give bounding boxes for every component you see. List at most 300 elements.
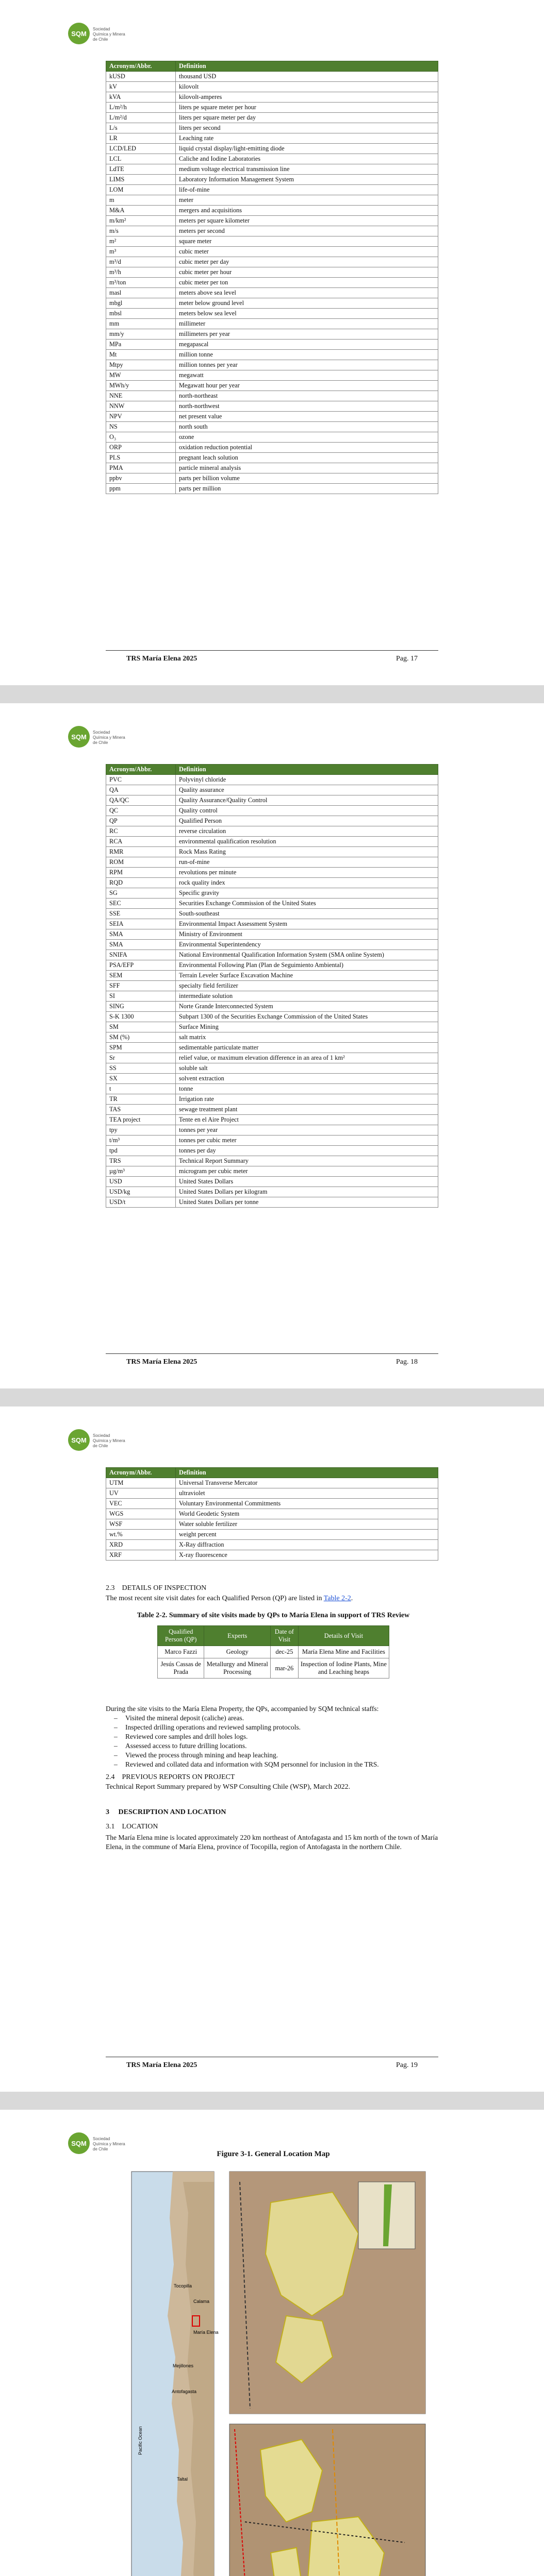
definition-cell: Qualified Person xyxy=(176,816,438,826)
col-header-acronym: Acronym/Abbr. xyxy=(106,1468,176,1478)
acronym-cell: SMA xyxy=(106,929,176,940)
table-row xyxy=(106,154,438,164)
table-row xyxy=(106,1509,438,1519)
acronym-cell: Mt xyxy=(106,350,176,360)
acronym-cell: NNE xyxy=(106,391,176,401)
table-row xyxy=(106,1166,438,1177)
qp-col-header: Qualified Person (QP) xyxy=(158,1626,204,1646)
acronym-cell: PSA/EFP xyxy=(106,960,176,971)
table-row xyxy=(106,1488,438,1499)
list-item: – Assessed access to future drilling locations. xyxy=(125,1741,441,1751)
page-footer xyxy=(106,2057,438,2069)
definition-cell: cubic meter per ton xyxy=(176,278,438,288)
table-row xyxy=(106,1136,438,1146)
qp-col-header: Date of Visit xyxy=(270,1626,298,1646)
definition-cell: Irrigation rate xyxy=(176,1094,438,1105)
sqm-logo xyxy=(67,725,144,749)
table-row xyxy=(106,463,438,473)
acronym-cell: NNW xyxy=(106,401,176,412)
qp-cell: Marco Fazzi xyxy=(158,1646,204,1658)
definition-cell: revolutions per minute xyxy=(176,868,438,878)
list-item: – Viewed the process through mining and heap leaching. xyxy=(125,1751,441,1760)
acronym-cell: ppbv xyxy=(106,473,176,484)
acronym-cell: S-K 1300 xyxy=(106,1012,176,1022)
table-row xyxy=(106,1032,438,1043)
table-row xyxy=(106,391,438,401)
table-row xyxy=(106,806,438,816)
table-row xyxy=(106,360,438,370)
section-2-3-text-b: . xyxy=(351,1595,353,1602)
definition-cell: million tonnes per year xyxy=(176,360,438,370)
section-3-1-heading: 3.1 LOCATION xyxy=(106,1823,158,1831)
acronym-cell: m/km² xyxy=(106,216,176,226)
acronym-cell: SFF xyxy=(106,981,176,991)
acronym-cell: LIMS xyxy=(106,175,176,185)
definition-cell: Leaching rate xyxy=(176,133,438,144)
definition-cell: north-northwest xyxy=(176,401,438,412)
table-row xyxy=(106,960,438,971)
visit-intro: During the site visits to the María Elena Property, the QPs, accompanied by SQM technical staffs: xyxy=(106,1705,379,1713)
definition-cell: meters above sea level xyxy=(176,288,438,298)
table-row xyxy=(106,1146,438,1156)
table-row xyxy=(106,1540,438,1550)
table-row xyxy=(106,278,438,288)
table-row xyxy=(106,185,438,195)
definition-cell: Subpart 1300 of the Securities Exchange Commission of the United States xyxy=(176,1012,438,1022)
acronym-cell: m xyxy=(106,195,176,206)
acronym-cell: LCD/LED xyxy=(106,144,176,154)
definition-cell: Ministry of Environment xyxy=(176,929,438,940)
definition-cell: Caliche and Iodine Laboratories xyxy=(176,154,438,164)
definition-cell: oxidation reduction potential xyxy=(176,443,438,453)
col-header-definition: Definition xyxy=(176,1468,438,1478)
table-row xyxy=(106,847,438,857)
table-row xyxy=(106,381,438,391)
definition-cell: meter xyxy=(176,195,438,206)
acronym-cell: µg/m³ xyxy=(106,1166,176,1177)
definition-cell: cubic meter per hour xyxy=(176,267,438,278)
acronym-cell: ppm xyxy=(106,484,176,494)
table-2-2-caption: Table 2-2. Summary of site visits made by QPs to María Elena in support of TRS Review xyxy=(137,1612,410,1619)
table-row xyxy=(106,1043,438,1053)
acronym-cell: WSF xyxy=(106,1519,176,1530)
acronym-cell: PLS xyxy=(106,453,176,463)
list-item: – Visited the mineral deposit (caliche) areas. xyxy=(125,1714,441,1723)
table-row xyxy=(106,1094,438,1105)
table-row xyxy=(106,888,438,899)
definition-cell: National Environmental Qualification Information System (SMA online System) xyxy=(176,950,438,960)
acronym-cell: L/s xyxy=(106,123,176,133)
acronym-cell: SMA xyxy=(106,940,176,950)
acronym-cell: VEC xyxy=(106,1499,176,1509)
definition-cell: liters pe square meter per hour xyxy=(176,103,438,113)
acronym-cell: MW xyxy=(106,370,176,381)
acronym-cell: PMA xyxy=(106,463,176,473)
table-row xyxy=(106,473,438,484)
definition-cell: reverse circulation xyxy=(176,826,438,837)
acronym-table xyxy=(106,61,438,494)
section-2-3-text-a: The most recent site visit dates for each Qualified Person (QP) are listed in xyxy=(106,1595,324,1602)
definition-cell: Norte Grande Interconnected System xyxy=(176,1002,438,1012)
definition-cell: Water soluble fertilizer xyxy=(176,1519,438,1530)
definition-cell: liters per second xyxy=(176,123,438,133)
table-row xyxy=(106,1550,438,1561)
col-header-acronym: Acronym/Abbr. xyxy=(106,765,176,775)
definition-cell: X-ray fluorescence xyxy=(176,1550,438,1561)
acronym-cell: SPM xyxy=(106,1043,176,1053)
table-row xyxy=(106,857,438,868)
table-row xyxy=(106,226,438,236)
table-row xyxy=(106,1499,438,1509)
acronym-cell: t/m³ xyxy=(106,1136,176,1146)
table-row xyxy=(106,92,438,103)
table-row xyxy=(106,422,438,432)
acronym-cell: m³ xyxy=(106,247,176,257)
acronym-cell: QA/QC xyxy=(106,795,176,806)
definition-cell: Technical Report Summary xyxy=(176,1156,438,1166)
definition-cell: specialty field fertilizer xyxy=(176,981,438,991)
table-row xyxy=(106,1187,438,1197)
section-2-3-heading: 2.3 DETAILS OF INSPECTION xyxy=(106,1584,207,1592)
acronym-cell: m³/d xyxy=(106,257,176,267)
acronym-cell: SNIFA xyxy=(106,950,176,960)
acronym-cell: RMR xyxy=(106,847,176,857)
acronym-cell: kV xyxy=(106,82,176,92)
table-row xyxy=(106,1002,438,1012)
definition-cell: meter below ground level xyxy=(176,298,438,309)
qp-visits-table xyxy=(157,1625,389,1679)
footer-title: TRS María Elena 2025 xyxy=(126,655,197,663)
definition-cell: meters per second xyxy=(176,226,438,236)
acronym-cell: t xyxy=(106,1084,176,1094)
acronym-cell: PVC xyxy=(106,775,176,785)
table-row xyxy=(106,247,438,257)
acronym-cell: wt.% xyxy=(106,1530,176,1540)
definition-cell: liters per square meter per day xyxy=(176,113,438,123)
acronym-table xyxy=(106,764,438,1208)
svg-text:Sociedad: Sociedad xyxy=(93,730,110,735)
table-row xyxy=(106,195,438,206)
map-label-antofagasta: Antofagasta xyxy=(172,2389,197,2394)
acronym-cell: UV xyxy=(106,1488,176,1499)
table-row xyxy=(106,878,438,888)
qp-cell: Inspection of Iodine Plants, Mine and Leaching heaps xyxy=(298,1658,389,1679)
acronym-cell: m/s xyxy=(106,226,176,236)
definition-cell: ultraviolet xyxy=(176,1488,438,1499)
footer-page-number: Pag. 17 xyxy=(396,655,418,663)
page-20 xyxy=(0,2110,544,2576)
acronym-cell: NS xyxy=(106,422,176,432)
table-row xyxy=(106,329,438,340)
table-row xyxy=(106,401,438,412)
svg-text:Química y Minera: Química y Minera xyxy=(93,1438,125,1443)
definition-cell: United States Dollars per tonne xyxy=(176,1197,438,1208)
definition-cell: tonnes per day xyxy=(176,1146,438,1156)
table-2-2-link[interactable]: Table 2-2 xyxy=(323,1595,351,1602)
map-label-calama: Calama xyxy=(193,2299,210,2304)
table-row xyxy=(106,432,438,443)
list-item: – Inspected drilling operations and reviewed sampling protocols. xyxy=(125,1723,441,1732)
map-label-mejillones: Mejillones xyxy=(173,2363,194,2368)
acronym-cell: SEM xyxy=(106,971,176,981)
map-label-pacific-ocean: Pacific Ocean xyxy=(138,2426,143,2455)
table-row xyxy=(106,370,438,381)
table-row xyxy=(158,1646,389,1658)
definition-cell: rock quality index xyxy=(176,878,438,888)
table-row xyxy=(106,950,438,960)
acronym-cell: SEIA xyxy=(106,919,176,929)
table-row xyxy=(106,453,438,463)
definition-cell: Securities Exchange Commission of the United States xyxy=(176,899,438,909)
table-row xyxy=(106,103,438,113)
table-row xyxy=(106,144,438,154)
acronym-cell: USD/kg xyxy=(106,1187,176,1197)
definition-cell: sedimentable particulate matter xyxy=(176,1043,438,1053)
table-row xyxy=(106,288,438,298)
svg-text:de Chile: de Chile xyxy=(93,37,108,42)
acronym-cell: SSE xyxy=(106,909,176,919)
acronym-cell: NPV xyxy=(106,412,176,422)
definition-cell: life-of-mine xyxy=(176,185,438,195)
table-row xyxy=(106,72,438,82)
acronym-cell: XRD xyxy=(106,1540,176,1550)
table-row xyxy=(106,1197,438,1208)
definition-cell: kilovolt xyxy=(176,82,438,92)
definition-cell: tonne xyxy=(176,1084,438,1094)
definition-cell: Surface Mining xyxy=(176,1022,438,1032)
table-row xyxy=(106,981,438,991)
qp-cell: Geology xyxy=(204,1646,271,1658)
footer-page-number: Pag. 19 xyxy=(396,2061,418,2069)
table-row xyxy=(106,868,438,878)
svg-text:Sociedad: Sociedad xyxy=(93,27,110,31)
definition-cell: thousand USD xyxy=(176,72,438,82)
definition-cell: salt matrix xyxy=(176,1032,438,1043)
qp-cell: María Elena Mine and Facilities xyxy=(298,1646,389,1658)
definition-cell: meters below sea level xyxy=(176,309,438,319)
acronym-cell: QA xyxy=(106,785,176,795)
acronym-cell: RC xyxy=(106,826,176,837)
definition-cell: United States Dollars xyxy=(176,1177,438,1187)
section-2-3-text xyxy=(106,1595,441,1603)
definition-cell: Laboratory Information Management System xyxy=(176,175,438,185)
acronym-cell: UTM xyxy=(106,1478,176,1488)
definition-cell: Quality control xyxy=(176,806,438,816)
col-header-definition: Definition xyxy=(176,61,438,72)
map-label-tocopilla: Tocopilla xyxy=(174,2283,192,2289)
acronym-cell: Mtpy xyxy=(106,360,176,370)
definition-cell: Environmental Superintendency xyxy=(176,940,438,950)
acronym-cell: QC xyxy=(106,806,176,816)
definition-cell: Terrain Leveler Surface Excavation Machine xyxy=(176,971,438,981)
definition-cell: run-of-mine xyxy=(176,857,438,868)
map-label-taltal: Taltal xyxy=(177,2477,188,2482)
acronym-cell: LCL xyxy=(106,154,176,164)
definition-cell: intermediate solution xyxy=(176,991,438,1002)
acronym-cell: ORP xyxy=(106,443,176,453)
definition-cell: Rock Mass Rating xyxy=(176,847,438,857)
definition-cell: World Geodetic System xyxy=(176,1509,438,1519)
acronym-cell: SS xyxy=(106,1063,176,1074)
table-row xyxy=(106,1156,438,1166)
table-row xyxy=(106,206,438,216)
definition-cell: kilovolt-amperes xyxy=(176,92,438,103)
table-row xyxy=(106,1530,438,1540)
table-row xyxy=(106,899,438,909)
table-row xyxy=(106,236,438,247)
definition-cell: mergers and acquisitions xyxy=(176,206,438,216)
col-header-acronym: Acronym/Abbr. xyxy=(106,61,176,72)
acronym-cell: LOM xyxy=(106,185,176,195)
acronym-cell: kUSD xyxy=(106,72,176,82)
table-row xyxy=(106,164,438,175)
definition-cell: Voluntary Environmental Commitments xyxy=(176,1499,438,1509)
table-row xyxy=(106,443,438,453)
qp-col-header: Experts xyxy=(204,1626,271,1646)
table-row xyxy=(106,309,438,319)
table-row xyxy=(106,837,438,847)
definition-cell: Environmental Impact Assessment System xyxy=(176,919,438,929)
table-row xyxy=(106,1177,438,1187)
definition-cell: Quality Assurance/Quality Control xyxy=(176,795,438,806)
table-row xyxy=(106,795,438,806)
table-row xyxy=(106,1084,438,1094)
acronym-cell: mbgl xyxy=(106,298,176,309)
table-row xyxy=(106,785,438,795)
acronym-cell: M&A xyxy=(106,206,176,216)
table-row xyxy=(106,319,438,329)
svg-text:Química y Minera: Química y Minera xyxy=(93,2142,125,2146)
table-row xyxy=(106,216,438,226)
qp-col-header: Details of Visit xyxy=(298,1626,389,1646)
definition-cell: weight percent xyxy=(176,1530,438,1540)
table-row xyxy=(158,1658,389,1679)
figure-3-1-title: Figure 3-1. General Location Map xyxy=(217,2150,330,2158)
footer-title: TRS María Elena 2025 xyxy=(126,2061,197,2069)
table-row xyxy=(106,123,438,133)
sqm-logo xyxy=(67,22,144,45)
definition-cell: particle mineral analysis xyxy=(176,463,438,473)
definition-cell: Universal Transverse Mercator xyxy=(176,1478,438,1488)
acronym-cell: SM xyxy=(106,1022,176,1032)
col-header-definition: Definition xyxy=(176,765,438,775)
page-19 xyxy=(0,1406,544,2092)
acronym-cell: tpy xyxy=(106,1125,176,1136)
acronym-cell: mm xyxy=(106,319,176,329)
acronym-cell: masl xyxy=(106,288,176,298)
acronym-cell: SX xyxy=(106,1074,176,1084)
table-row xyxy=(106,484,438,494)
acronym-cell: mbsl xyxy=(106,309,176,319)
definition-cell: medium voltage electrical transmission line xyxy=(176,164,438,175)
table-row xyxy=(106,350,438,360)
svg-text:Química y Minera: Química y Minera xyxy=(93,32,125,37)
page-footer xyxy=(106,650,438,663)
definition-cell: cubic meter xyxy=(176,247,438,257)
acronym-cell: kVA xyxy=(106,92,176,103)
table-row xyxy=(106,82,438,92)
svg-text:Sociedad: Sociedad xyxy=(93,1433,110,1438)
svg-text:SQM: SQM xyxy=(71,1436,87,1444)
qp-cell: Metallurgy and Mineral Processing xyxy=(204,1658,271,1679)
acronym-cell: QP xyxy=(106,816,176,826)
definition-cell: Megawatt hour per year xyxy=(176,381,438,391)
section-3-heading: 3 DESCRIPTION AND LOCATION xyxy=(106,1808,226,1816)
acronym-cell: TEA project xyxy=(106,1115,176,1125)
svg-text:SQM: SQM xyxy=(71,733,87,741)
svg-text:Sociedad: Sociedad xyxy=(93,2137,110,2141)
definition-cell: north south xyxy=(176,422,438,432)
acronym-cell: SM (%) xyxy=(106,1032,176,1043)
section-2-4-heading: 2.4 PREVIOUS REPORTS ON PROJECT xyxy=(106,1773,235,1781)
acronym-cell: SG xyxy=(106,888,176,899)
acronym-cell: XRF xyxy=(106,1550,176,1561)
list-item: – Reviewed core samples and drill holes logs. xyxy=(125,1732,441,1741)
table-row xyxy=(106,919,438,929)
acronym-cell: MPa xyxy=(106,340,176,350)
acronym-cell: LdTE xyxy=(106,164,176,175)
location-map xyxy=(116,2161,431,2576)
definition-cell: parts per billion volume xyxy=(176,473,438,484)
table-row xyxy=(106,1115,438,1125)
acronym-cell: TAS xyxy=(106,1105,176,1115)
definition-cell: ozone xyxy=(176,432,438,443)
table-row xyxy=(106,1074,438,1084)
section-2-4-text: Technical Report Summary prepared by WSP Consulting Chile (WSP), March 2022. xyxy=(106,1783,351,1791)
definition-cell: United States Dollars per kilogram xyxy=(176,1187,438,1197)
qp-cell: dec-25 xyxy=(270,1646,298,1658)
qp-cell: Jesús Cassas de Prada xyxy=(158,1658,204,1679)
acronym-cell: TRS xyxy=(106,1156,176,1166)
table-row xyxy=(106,257,438,267)
acronym-cell: Sr xyxy=(106,1053,176,1063)
table-row xyxy=(106,909,438,919)
svg-text:de Chile: de Chile xyxy=(93,2147,108,2151)
definition-cell: liquid crystal display/light-emitting diode xyxy=(176,144,438,154)
acronym-cell: RQD xyxy=(106,878,176,888)
acronym-cell: L/m²/h xyxy=(106,103,176,113)
table-row xyxy=(106,1053,438,1063)
definition-cell: megawatt xyxy=(176,370,438,381)
definition-cell: Environmental Following Plan (Plan de Seguimiento Ambiental) xyxy=(176,960,438,971)
list-item: – Reviewed and collated data and information with SQM personnel for inclusion in the TRS. xyxy=(125,1760,441,1769)
table-row xyxy=(106,133,438,144)
acronym-cell: SING xyxy=(106,1002,176,1012)
acronym-cell: ROM xyxy=(106,857,176,868)
definition-cell: north-northeast xyxy=(176,391,438,401)
definition-cell: square meter xyxy=(176,236,438,247)
table-row xyxy=(106,1519,438,1530)
footer-page-number: Pag. 18 xyxy=(396,1358,418,1366)
sqm-logo xyxy=(67,1428,144,1452)
definition-cell: microgram per cubic meter xyxy=(176,1166,438,1177)
acronym-cell: mm/y xyxy=(106,329,176,340)
table-row xyxy=(106,971,438,981)
table-row xyxy=(106,940,438,950)
definition-cell: tonnes per year xyxy=(176,1125,438,1136)
table-row xyxy=(106,340,438,350)
table-row xyxy=(106,826,438,837)
table-row xyxy=(106,775,438,785)
table-row xyxy=(106,1105,438,1115)
svg-text:de Chile: de Chile xyxy=(93,740,108,745)
table-row xyxy=(106,1478,438,1488)
definition-cell: South-southeast xyxy=(176,909,438,919)
acronym-cell: m³/h xyxy=(106,267,176,278)
acronym-cell: MWh/y xyxy=(106,381,176,391)
acronym-cell: USD/t xyxy=(106,1197,176,1208)
table-row xyxy=(106,816,438,826)
